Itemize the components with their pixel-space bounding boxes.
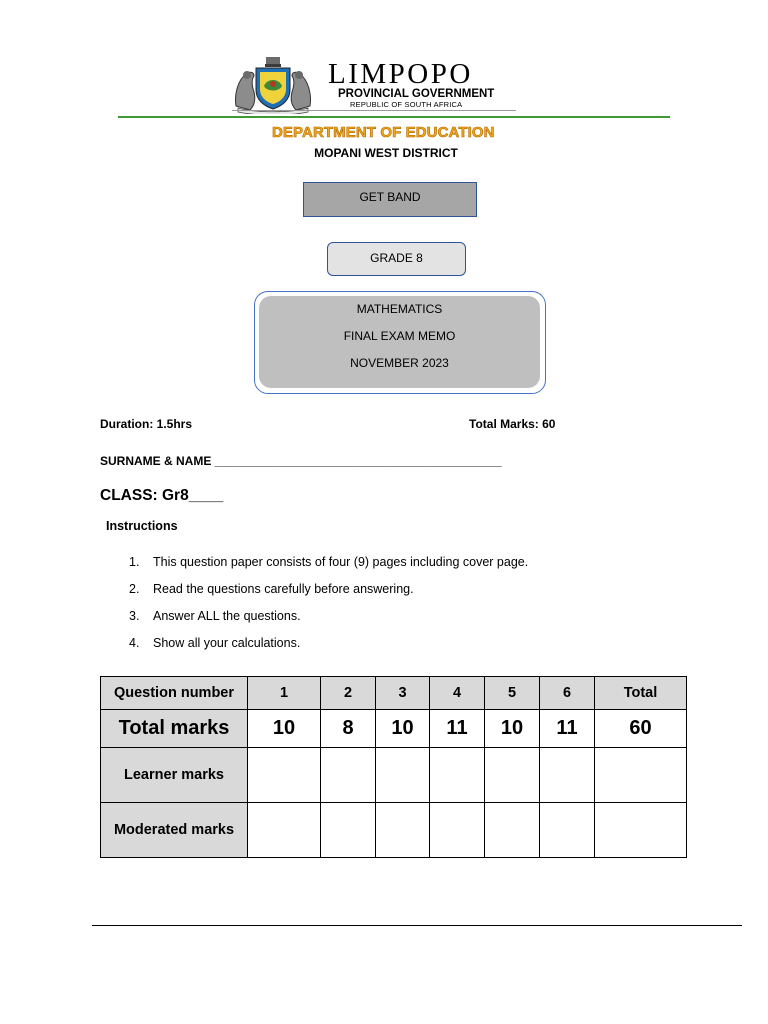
table-row [101,677,687,710]
marks-cell: 8 [321,710,376,748]
learner-total-cell[interactable] [595,748,687,803]
marks-cell: 11 [540,710,595,748]
moderated-total-cell[interactable] [595,803,687,858]
question-number-header: Question number [101,677,248,710]
list-item: 4. Show all your calculations. [129,636,301,650]
question-header: 6 [540,677,595,710]
question-header: 1 [248,677,321,710]
table-row [101,803,687,858]
learner-mark-cell[interactable] [485,748,540,803]
instructions-heading: Instructions [106,519,178,533]
marks-cell: 10 [485,710,540,748]
band-box: GET BAND [303,182,477,217]
question-header: 2 [321,677,376,710]
footer-rule [92,925,742,926]
moderated-marks-row-label: Moderated marks [101,803,248,858]
moderated-mark-cell[interactable] [321,803,376,858]
moderated-mark-cell[interactable] [430,803,485,858]
table-row [101,748,687,803]
header-rule-grey [232,110,516,111]
learner-mark-cell[interactable] [430,748,485,803]
list-item: 1. This question paper consists of four (9) pages including cover page. [129,555,529,569]
learner-mark-cell[interactable] [321,748,376,803]
republic-label: REPUBLIC OF SOUTH AFRICA [350,100,463,109]
instructions-list [129,555,528,663]
total-marks-label: Total Marks: 60 [469,417,556,431]
learner-mark-cell[interactable] [248,748,321,803]
table-row [101,710,687,748]
district-label: MOPANI WEST DISTRICT [314,146,458,160]
moderated-mark-cell[interactable] [248,803,321,858]
learner-mark-cell[interactable] [540,748,595,803]
moderated-mark-cell[interactable] [540,803,595,858]
moderated-mark-cell[interactable] [376,803,430,858]
province-title: LIMPOPO [328,58,473,90]
exam-label: FINAL EXAM MEMO [343,329,456,343]
grade-box: GRADE 8 [327,242,466,276]
marks-cell: 11 [430,710,485,748]
list-item: 3. Answer ALL the questions. [129,609,301,623]
header-rule-green [118,116,670,118]
question-header: 4 [430,677,485,710]
learner-marks-row-label: Learner marks [101,748,248,803]
question-header: 3 [376,677,430,710]
moderated-mark-cell[interactable] [485,803,540,858]
list-item: 2. Read the questions carefully before answering. [129,582,414,596]
total-marks-row-label: Total marks [101,710,248,748]
question-header: 5 [485,677,540,710]
marks-table [100,676,687,858]
marks-cell: 10 [376,710,430,748]
total-header: Total [595,677,687,710]
marks-total-cell: 60 [595,710,687,748]
date-label: NOVEMBER 2023 [350,356,449,370]
surname-name-field[interactable]: SURNAME & NAME ___________________________________________ [100,454,502,468]
class-field[interactable]: CLASS: Gr8____ [100,487,224,504]
department-title: DEPARTMENT OF EDUCATION [272,124,495,141]
provincial-government-label: PROVINCIAL GOVERNMENT [338,88,495,100]
learner-mark-cell[interactable] [376,748,430,803]
marks-cell: 10 [248,710,321,748]
duration-label: Duration: 1.5hrs [100,417,193,431]
subject-label: MATHEMATICS [356,302,443,316]
coat-of-arms-icon [232,56,314,114]
